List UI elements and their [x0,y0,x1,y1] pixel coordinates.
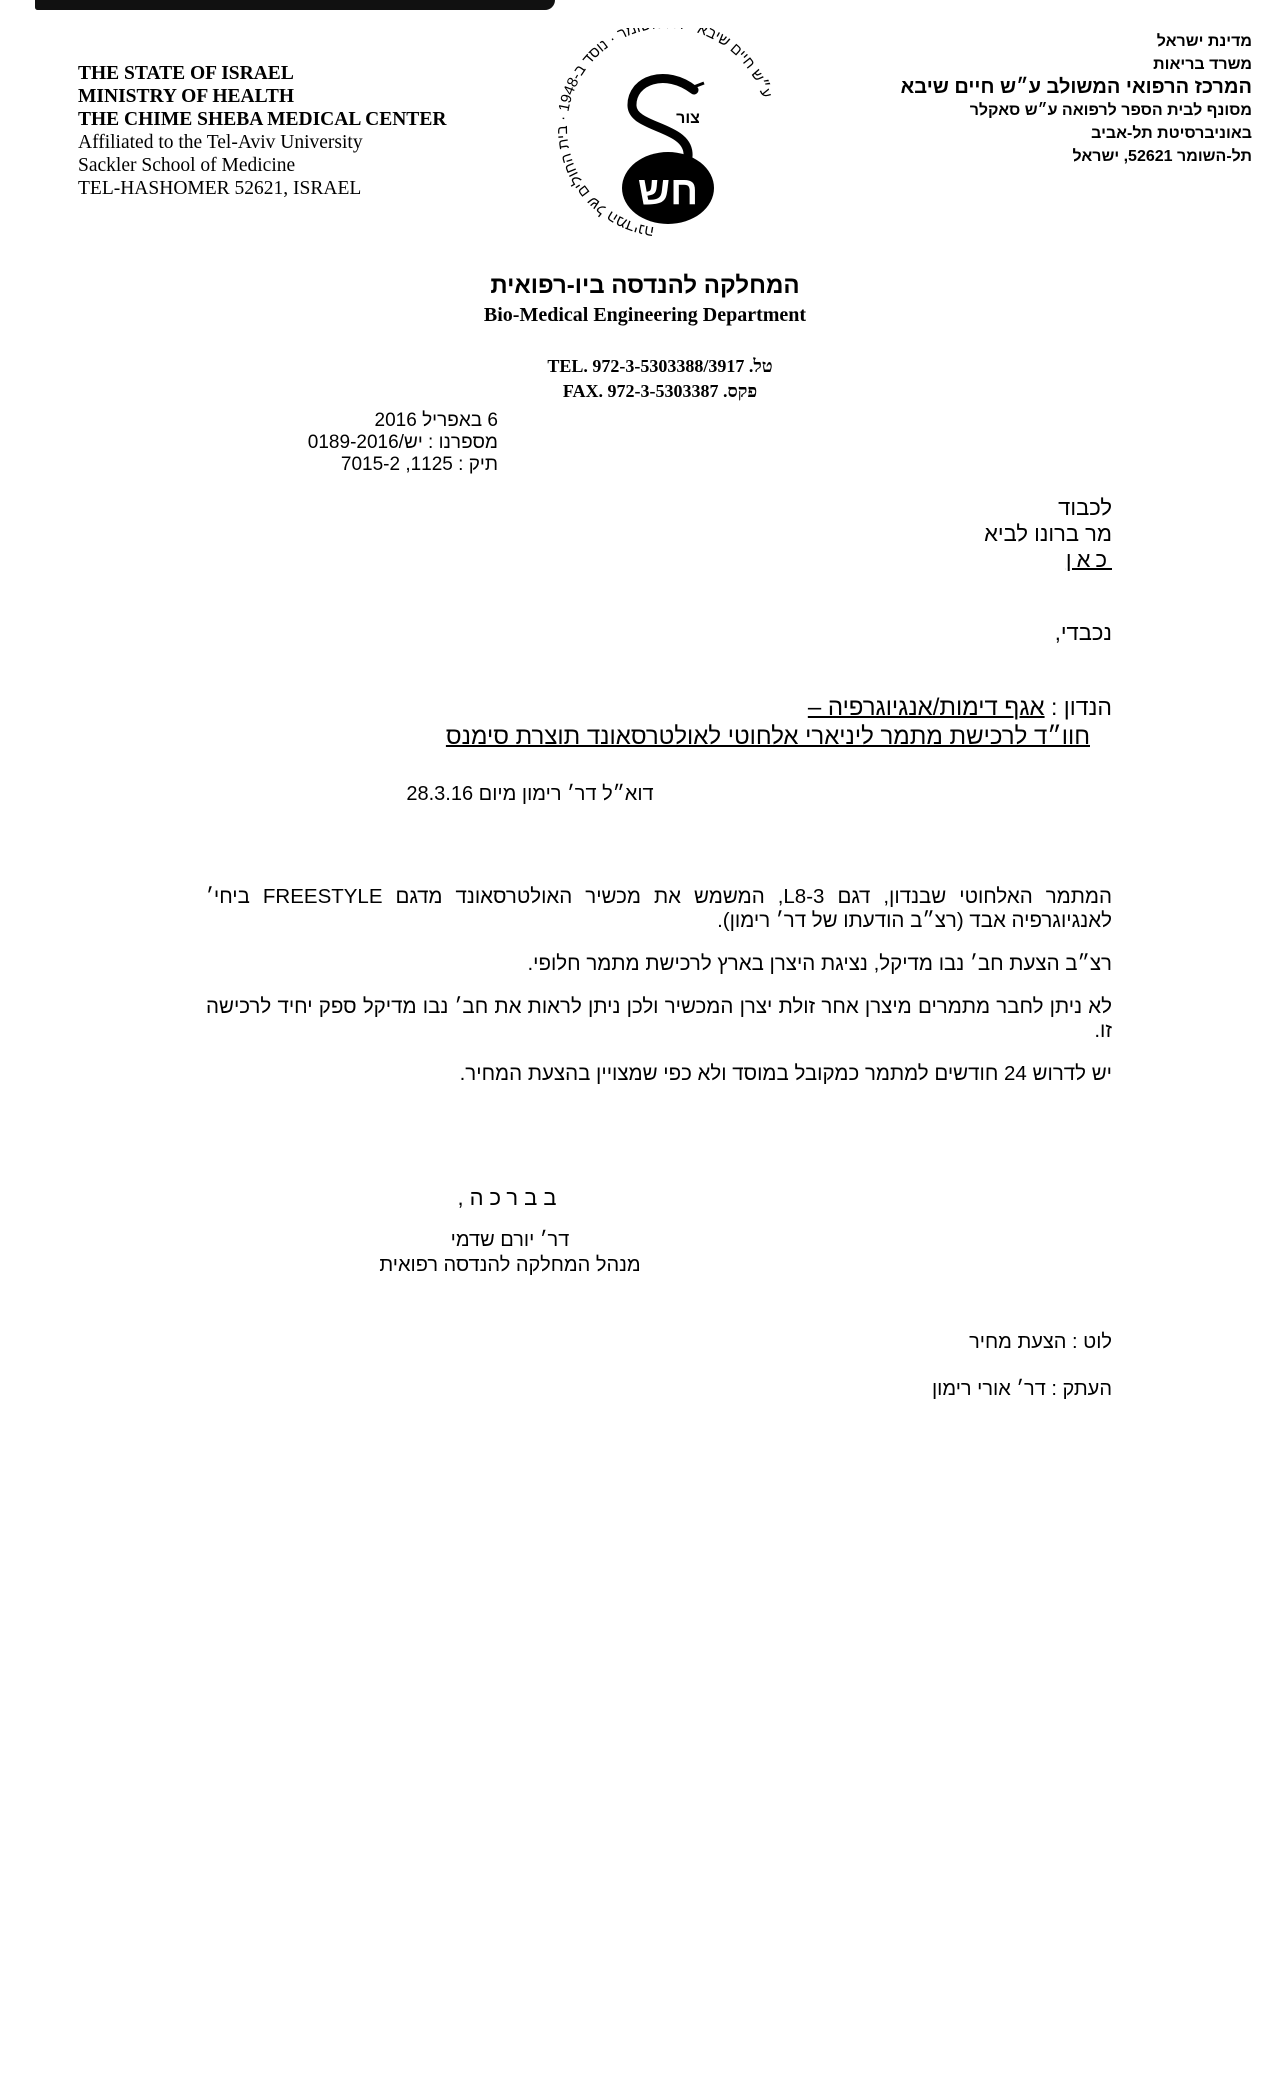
seal-top-letters: צור [676,110,700,127]
closing-greeting: בברכה, [457,1185,563,1210]
subject-line-2: חוו״ד לרכישת מתמר ליניארי אלחוטי לאולטרסאונד תוצרת סימנס [445,723,1090,750]
email-reference: דוא״ל דר׳ רימון מיום 28.3.16 [406,783,654,805]
signatory-title: מנהל המחלקה להנדסה רפואית [379,1254,641,1276]
salutation: נכבדי, [1054,620,1112,645]
fax-line: FAX. 972-3-5303387 .פקס [562,381,758,401]
he-header-line: משרד בריאות [1153,56,1252,73]
signature-block [340,1185,680,1278]
body-paragraph: רצ״ב הצעת חב׳ נבו מדיקל, נציגת היצרן בארץ לרכישת מתמר חלופי. [527,952,1112,975]
seal-center-letters: חש [637,169,699,213]
reference-number: מספרנו : יש/0189-2016 [307,432,498,453]
department-name-hebrew: המחלקה להנדסה ביו-רפואית [490,272,800,299]
cc-line: העתק : דר׳ אורי רימון [931,1378,1112,1400]
he-header-line: באוניברסיטת תל-אביב [1091,125,1252,142]
he-header-line: מדינת ישראל [1156,33,1252,50]
recipient-to: לכבוד [1058,495,1112,520]
en-header-line: TEL-HASHOMER 52621, ISRAEL [78,178,362,199]
en-header-line: Affiliated to the Tel-Aviv University [78,132,363,153]
signatory-name: דר׳ יורם שדמי [450,1229,570,1251]
en-header-line: Sackler School of Medicine [78,155,296,176]
recipient-block [984,495,1112,573]
body-paragraph: יש לדרוש 24 חודשים למתמר כמקובל במוסד ולא כפי שמצויין בהצעת המחיר. [459,1062,1112,1085]
hebrew-letterhead [901,30,1252,168]
en-header-line: THE CHIME SHEBA MEDICAL CENTER [78,109,447,130]
he-header-line: מסונף לבית הספר לרפואה ע״ש סאקלר [969,102,1252,119]
recipient-here: כאן [1065,547,1112,572]
en-header-line: MINISTRY OF HEALTH [78,86,295,107]
body-paragraph: לא ניתן לחבר מתמרים מיצרן אחר זולת יצרן המכשיר ולכן ניתן לראות את חב׳ נבו מדיקל ספק יחיד לרכישה זו. [206,995,1112,1042]
en-header-line: THE STATE OF ISRAEL [78,63,294,84]
department-block [440,272,850,327]
letter-body [206,885,1112,1105]
subject-line-1: אגף דימות/אנגיוגרפיה – [807,694,1045,721]
body-paragraph: המתמר האלחוטי שבנדון, דגם L8-3, המשמש את מכשיר האולטרסאונד מדגם FREESTYLE ביחי׳ לאנגיוגרפיה אבד (רצ״ב הודעתו של דר׳ רימון). [206,885,1112,932]
recipient-name: מר ברונו לביא [984,521,1112,546]
letter-date: 6 באפריל 2016 [374,410,498,431]
subject-label: הנדון : [1050,694,1112,720]
tel-line: TEL. 972-3-5303388/3917 .טל [547,356,773,376]
top-border-mark [35,0,555,10]
he-header-line: תל-השומר 52621, ישראל [1072,148,1252,165]
seal-ring-text: ע״ש חיים שיבא מר · נוסד ב-1948 · בית החולים של המדינה [553,28,776,241]
department-name-english: Bio-Medical Engineering Department [483,304,807,326]
contact-block [475,354,845,404]
enclosure-block [932,1330,1112,1401]
he-header-line: המרכז הרפואי המשולב ע״ש חיים שיבא [900,76,1252,98]
letter-meta [230,410,498,476]
sheba-seal-icon [536,28,798,256]
enclosure-line: לוט : הצעת מחיר [969,1331,1112,1353]
file-number: תיק : 1125, 7015-2 [340,454,498,475]
subject-block [192,693,1112,751]
english-letterhead [78,62,446,200]
